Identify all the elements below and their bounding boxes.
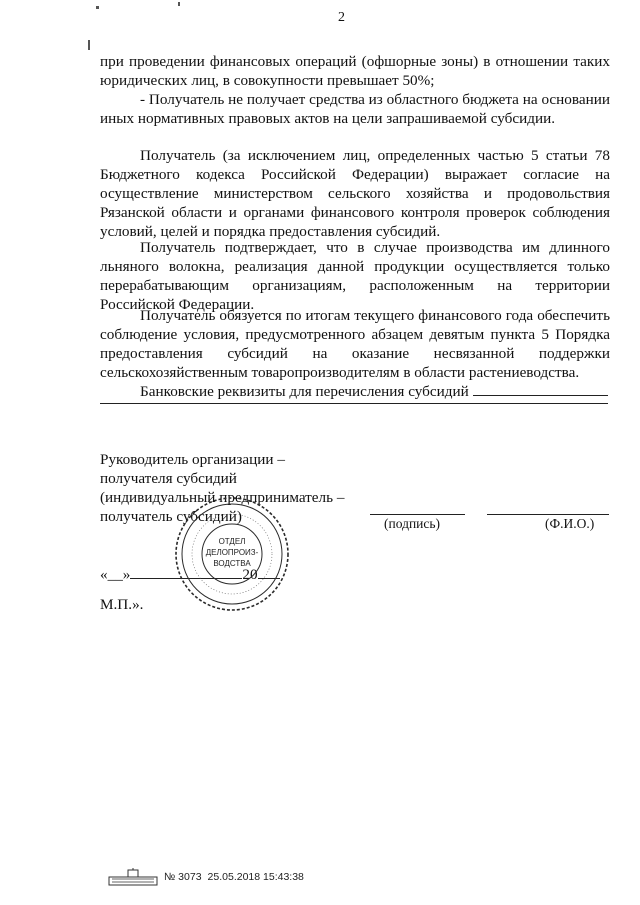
- bank-details-label: Банковские реквизиты для перечисления субсидий: [140, 383, 469, 400]
- signature-caption: (подпись): [384, 516, 441, 531]
- name-blank-line: [487, 514, 609, 515]
- signatory-line-3: (индивидуальный предприниматель –: [100, 489, 345, 506]
- paragraph-flax-fiber: Получатель подтверждает, что в случае производства им длинного льняного волокна, реализация данной продукции осуществляется только перерабатывающим организациям, расположенным на территории Российской Федерации.: [100, 239, 610, 313]
- bank-details-blank: [473, 381, 608, 396]
- svg-text:ДЕЛОПРОИЗ-: ДЕЛОПРОИЗ-: [205, 548, 259, 557]
- official-round-stamp: [162, 496, 302, 616]
- signature-blank-line: [370, 514, 465, 515]
- page-number: 2: [338, 10, 345, 25]
- signatory-line-2: получателя субсидий: [100, 470, 237, 487]
- paragraph-obligation: Получатель обязуется по итогам текущего финансового года обеспечить соблюдение условия, предусмотренного абзацем девятым пункта 5 Порядка предоставления субсидий на оказание несвязанной поддержки сельскохозяйственным товаропроизводителям в области растениеводства.: [100, 307, 610, 381]
- seal-place-label: М.П.».: [100, 596, 144, 613]
- registration-number: № 3073: [164, 871, 202, 883]
- name-caption: (Ф.И.О.): [545, 516, 595, 531]
- bank-details-blank-line: [100, 403, 608, 404]
- emblem-icon: [108, 868, 158, 886]
- scan-speck: [88, 40, 90, 50]
- paragraph-offshore: при проведении финансовых операций (офшорные зоны) в отношении таких юридических лиц, в совокупности превышает 50%;: [100, 53, 610, 89]
- registration-timestamp: 25.05.2018 15:43:38: [207, 871, 304, 883]
- svg-text:ВОДСТВА: ВОДСТВА: [213, 559, 251, 568]
- bank-details-field: [100, 381, 610, 401]
- paragraph-consent-audit: Получатель (за исключением лиц, определенных частью 5 статьи 78 Бюджетного кодекса Российской Федерации) выражает согласие на осуществление министерством сельского хозяйства и продовольствия Рязанской области и органами финансового контроля проверок соблюдения условий, целей и порядка предоставления субсидий.: [100, 147, 610, 240]
- scan-speck: [178, 2, 180, 6]
- registration-footer: [108, 868, 304, 886]
- svg-text:ОТДЕЛ: ОТДЕЛ: [218, 537, 246, 546]
- date-year-prefix: 20: [242, 566, 258, 583]
- date-day-blank: «__»: [100, 566, 131, 583]
- paragraph-no-budget-funds: - Получатель не получает средства из областного бюджета на основании иных нормативных правовых актов на цели запрашиваемой субсидии.: [100, 91, 610, 127]
- signatory-line-1: Руководитель организации –: [100, 451, 285, 468]
- scan-speck: [96, 6, 99, 9]
- signatory-line-4: получатель субсидий): [100, 508, 242, 525]
